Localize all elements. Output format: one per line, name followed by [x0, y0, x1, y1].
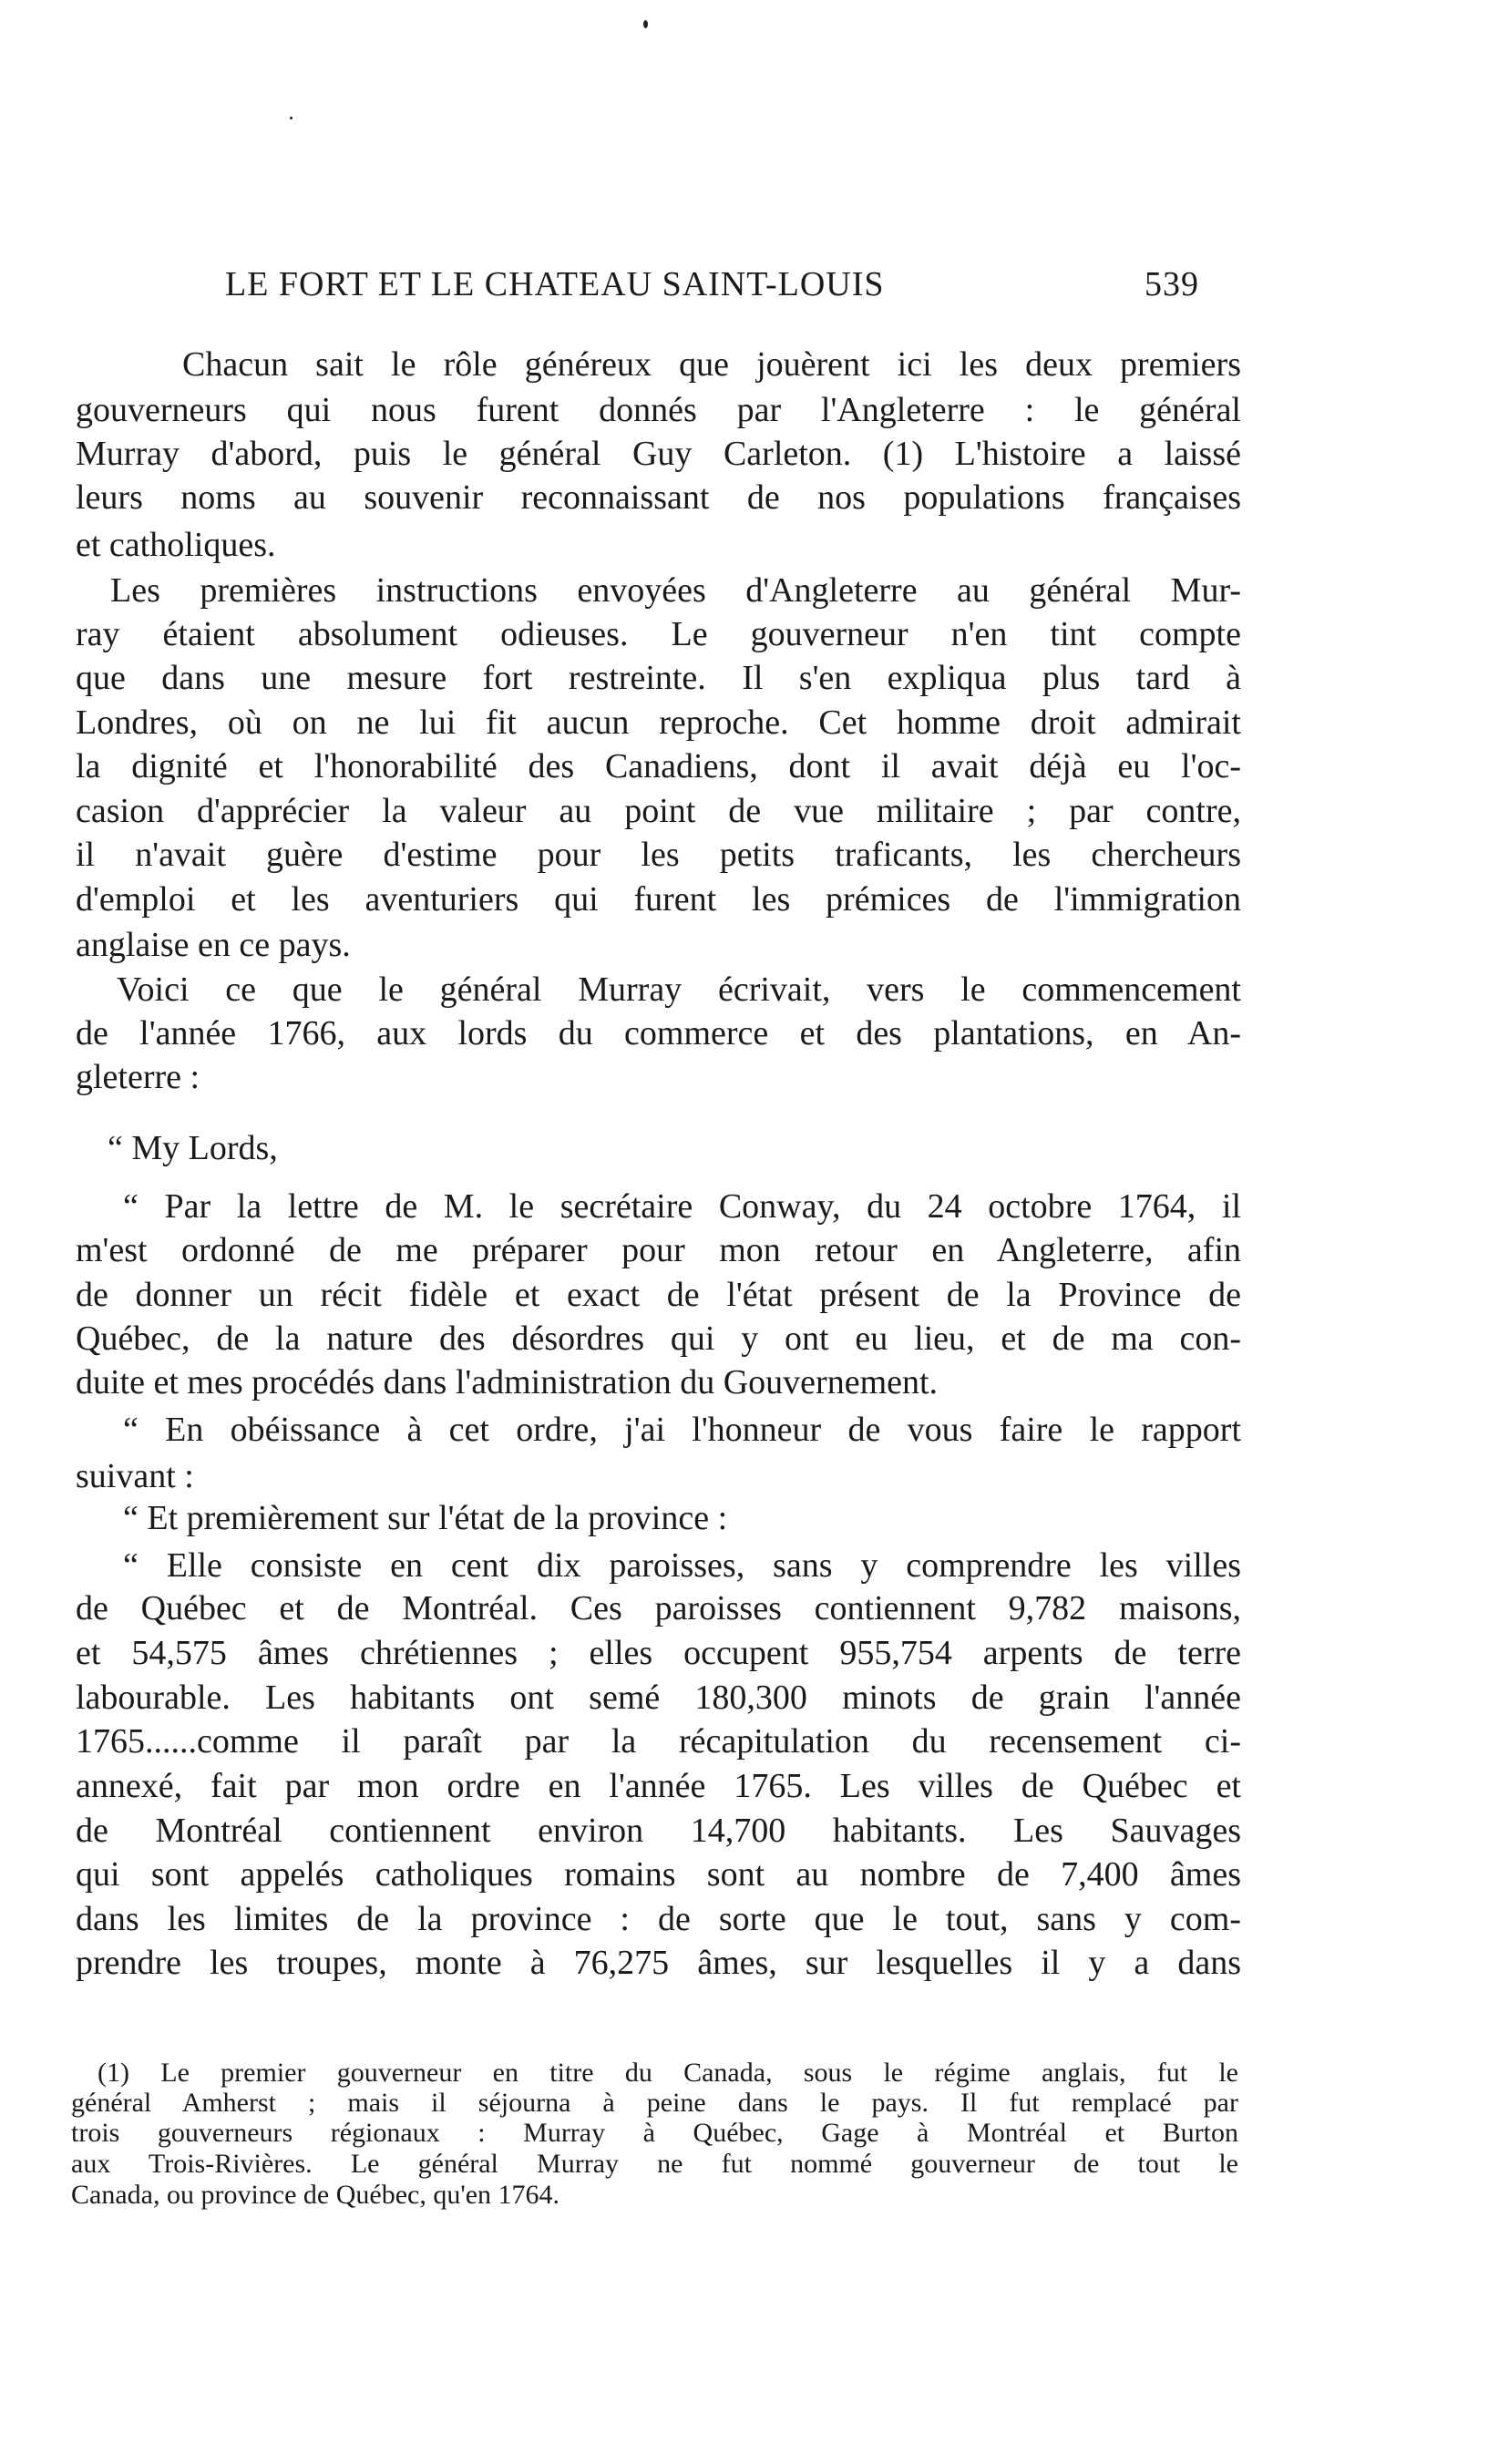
text-line: Québec, de la nature des désordres qui y ont eu lieu, et de ma con- [76, 1319, 1241, 1358]
text-line: que dans une mesure fort restreinte. Il s'en expliqua plus tard à [76, 659, 1241, 697]
text-line: “ En obéissance à cet ordre, j'ai l'honneur de vous faire le rapport [123, 1411, 1241, 1449]
text-line: anglaise en ce pays. [76, 926, 351, 964]
text-line: d'emploi et les aventuriers qui furent les prémices de l'immigration [76, 880, 1241, 919]
text-line: gouverneurs qui nous furent donnés par l'Angleterre : le général [76, 391, 1241, 429]
footnote-line: général Amherst ; mais il séjourna à peine dans le pays. Il fut remplacé par [71, 2088, 1238, 2118]
text-line: duite et mes procédés dans l'administration du Gouvernement. [76, 1363, 939, 1401]
text-line: m'est ordonné de me préparer pour mon retour en Angleterre, afin [76, 1231, 1241, 1269]
scan-speck [643, 20, 648, 28]
text-line: Les premières instructions envoyées d'Angleterre au général Mur- [110, 571, 1241, 610]
text-line: de donner un récit fidèle et exact de l'état présent de la Province de [76, 1276, 1241, 1314]
footnote-line: (1) Le premier gouverneur en titre du Canada, sous le régime anglais, fut le [98, 2058, 1238, 2088]
text-line: Chacun sait le rôle généreux que jouèrent ici les deux premiers [182, 345, 1241, 384]
running-title: LE FORT ET LE CHATEAU SAINT-LOUIS [225, 265, 885, 303]
text-line: labourable. Les habitants ont semé 180,300 minots de grain l'année [76, 1679, 1241, 1717]
text-line: Londres, où on ne lui fit aucun reproche. Cet homme droit admirait [76, 703, 1241, 742]
text-line: suivant : [76, 1457, 194, 1495]
text-line: la dignité et l'honorabilité des Canadiens, dont il avait déjà eu l'oc- [76, 747, 1241, 785]
text-line: “ My Lords, [108, 1129, 278, 1167]
text-line: de Montréal contiennent environ 14,700 habitants. Les Sauvages [76, 1812, 1241, 1850]
footnote-line: Canada, ou province de Québec, qu'en 1764. [71, 2180, 560, 2210]
text-line: “ Elle consiste en cent dix paroisses, sans y comprendre les villes [123, 1546, 1241, 1585]
text-line: il n'avait guère d'estime pour les petits traficants, les chercheurs [76, 836, 1241, 874]
text-line: Voici ce que le général Murray écrivait, vers le commencement [117, 970, 1241, 1009]
text-line: gleterre : [76, 1058, 200, 1096]
text-line: 1765......comme il paraît par la récapitulation du recensement ci- [76, 1722, 1241, 1761]
text-line: et 54,575 âmes chrétiennes ; elles occupent 955,754 arpents de terre [76, 1634, 1241, 1672]
text-line: annexé, fait par mon ordre en l'année 1765. Les villes de Québec et [76, 1767, 1241, 1805]
text-line: dans les limites de la province : de sorte que le tout, sans y com- [76, 1900, 1241, 1938]
scan-speck [290, 117, 293, 119]
footnote-line: trois gouverneurs régionaux : Murray à Québec, Gage à Montréal et Burton [71, 2118, 1238, 2148]
text-line: de l'année 1766, aux lords du commerce et des plantations, en An- [76, 1014, 1241, 1052]
text-line: qui sont appelés catholiques romains sont au nombre de 7,400 âmes [76, 1855, 1241, 1894]
page-number: 539 [1145, 265, 1199, 303]
text-line: leurs noms au souvenir reconnaissant de nos populations françaises [76, 478, 1241, 517]
text-line: ray étaient absolument odieuses. Le gouverneur n'en tint compte [76, 615, 1241, 653]
text-line: et catholiques. [76, 526, 276, 564]
footnote-line: aux Trois-Rivières. Le général Murray ne fut nommé gouverneur de tout le [71, 2149, 1238, 2179]
text-line: “ Par la lettre de M. le secrétaire Conway, du 24 octobre 1764, il [123, 1187, 1241, 1226]
text-line: Murray d'abord, puis le général Guy Carleton. (1) L'histoire a laissé [76, 435, 1241, 473]
text-line: “ Et premièrement sur l'état de la province : [123, 1499, 728, 1537]
text-line: de Québec et de Montréal. Ces paroisses contiennent 9,782 maisons, [76, 1589, 1241, 1627]
text-line: casion d'apprécier la valeur au point de vue militaire ; par contre, [76, 792, 1241, 830]
text-line: prendre les troupes, monte à 76,275 âmes, sur lesquelles il y a dans [76, 1944, 1241, 1982]
